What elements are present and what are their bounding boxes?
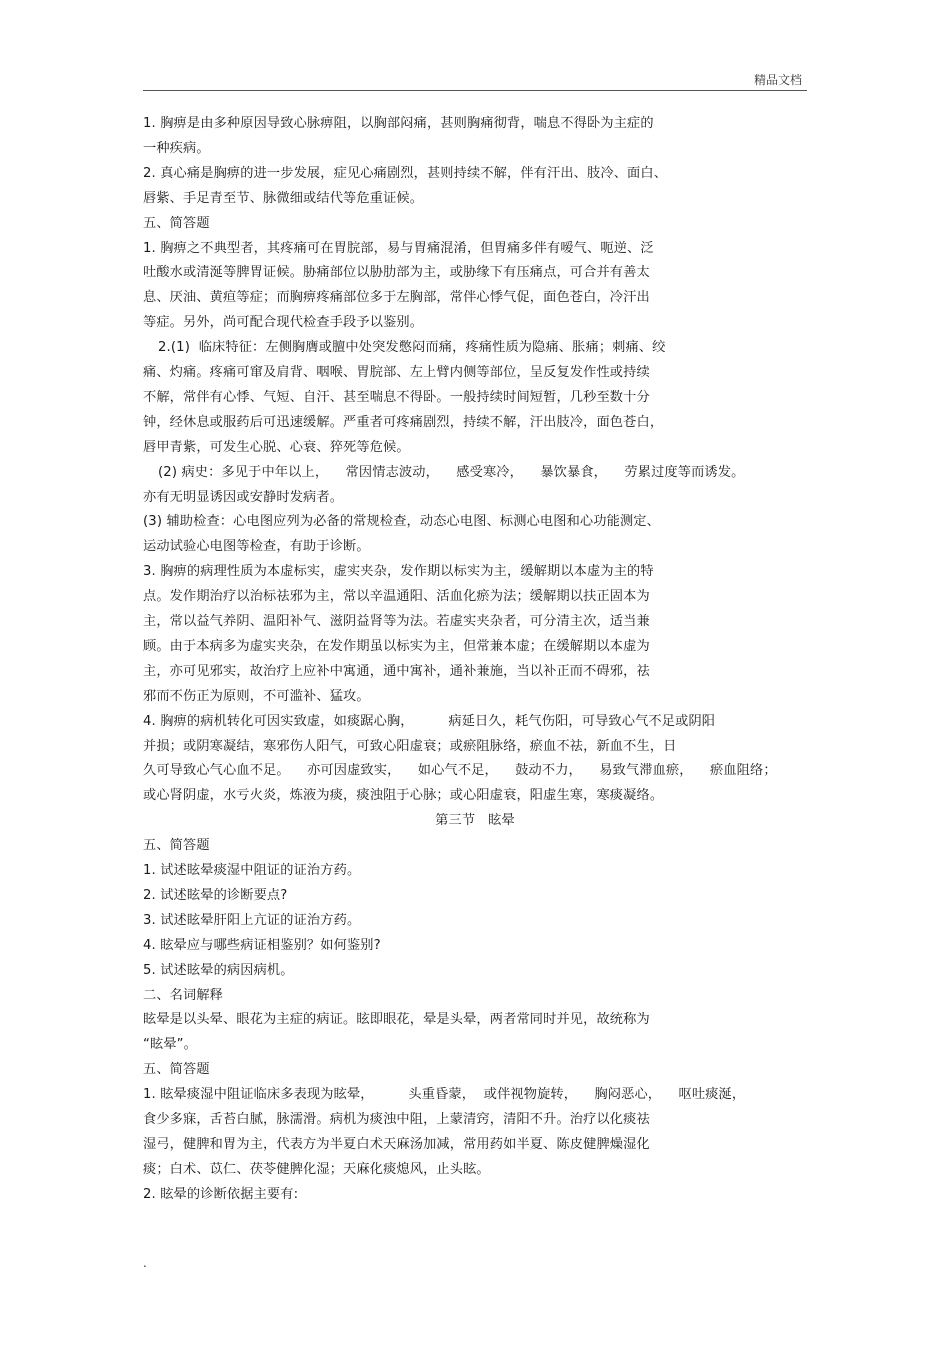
text-line: 主，亦可见邪实，故治疗上应补中寓通，通中寓补，通补兼施，当以补正而不碍邪，祛 [143,663,650,679]
text-line: 唇甲青紫，可发生心脱、心衰、猝死等危候。 [143,439,410,455]
text-line: 2. 真心痛是胸痹的进一步发展，症见心痛剧烈，甚则持续不解，伴有汗出、肢冷、面白、 [143,165,668,181]
text-line: 3. 胸痹的病理性质为本虚标实，虚实夹杂，发作期以标实为主，缓解期以本虚为主的特 [143,564,654,580]
text-line: 湿弓，健脾和胃为主，代表方为半夏白术天麻汤加减，常用药如半夏、陈皮健脾燥湿化 [143,1136,650,1152]
text-line: (2) 病史：多见于中年以上， 常因情志波动， 感受寒冷， 暴饮暴食， 劳累过度等而诱发。 [158,464,745,480]
text-line: 1. 胸痹之不典型者，其疼痛可在胃脘部，易与胃痛混淆，但胃痛多伴有嗳气、呃逆、泛 [143,240,654,256]
text-line: 眩晕是以头晕、眼花为主症的病证。眩即眼花，晕是头晕，两者常同时并见，故统称为 [143,1012,650,1028]
text-line: 钟，经休息或服药后可迅速缓解。严重者可疼痛剧烈，持续不解，汗出肢冷，面色苍白， [143,414,664,430]
text-line: 运动试验心电图等检查，有助于诊断。 [143,539,370,555]
text-line: 痰；白术、苡仁、茯苓健脾化湿；天麻化痰熄风，止头眩。 [143,1161,490,1177]
section-title: 第三节 眩晕 [435,813,515,829]
text-line: 不解，常伴有心悸、气短、自汗、甚至喘息不得卧。一般持续时间短暂，几秒至数十分 [143,389,650,405]
text-line: 4. 胸痹的病机转化可因实致虚，如痰踞心胸， 病延日久，耗气伤阳，可导致心气不足或阴阳 [143,713,716,729]
text-line: 顾。由于本病多为虚实夹杂，在发作期虽以标实为主，但常兼本虚；在缓解期以本虚为 [143,638,650,654]
footer-mark: . [143,1256,147,1270]
text-line: “眩晕”。 [143,1037,197,1053]
text-line: 食少多寐，舌苔白腻，脉濡滑。病机为痰浊中阻，上蒙清窍，清阳不升。治疗以化痰祛 [143,1112,650,1127]
text-line: 点。发作期治疗以治标祛邪为主，常以辛温通阳、活血化瘀为法；缓解期以扶正固本为 [143,589,650,605]
text-line: 亦有无明显诱因或安静时发病者。 [143,489,344,505]
text-line: 2.(1) 临床特征：左侧胸膺或膻中处突发憋闷而痛，疼痛性质为隐痛、胀痛；刺痛、绞 [158,340,666,356]
text-line: 或心肾阴虚，水亏火炎，炼液为痰，痰浊阻于心脉；或心阳虚衰，阳虚生寒，寒痰凝络。 [143,788,664,804]
text-line: 五、简答题 [143,838,210,854]
text-line: 痛、灼痛。疼痛可窜及肩背、咽喉、胃脘部、左上臂内侧等部位，呈反复发作性或持续 [143,365,650,380]
page-header-label: 精品文档 [753,73,802,87]
text-line: 久可导致心气心血不足。 亦可因虚致实， 如心气不足， 鼓动不力， 易致气滞血瘀， 瘀血阻络； [143,763,777,779]
text-line: 1. 胸痹是由多种原因导致心脉痹阻，以胸部闷痛，甚则胸痛彻背，喘息不得卧为主症的 [143,116,654,131]
text-line: 1. 试述眩晕痰湿中阻证的证治方药。 [143,863,361,878]
text-line: 二、名词解释 [143,987,224,1003]
text-line: 3. 试述眩晕肝阳上亢证的证治方药。 [143,912,361,928]
text-line: 4. 眩晕应与哪些病证相鉴别？如何鉴别? [143,937,381,953]
text-line: 唇紫、手足青至节、脉微细或结代等危重证候。 [143,190,424,206]
text-line: 吐酸水或清涎等脾胃证候。胁痛部位以胁肋部为主，或胁缘下有压痛点，可合并有善太 [143,265,650,281]
text-line: 一种疾病。 [143,140,210,156]
text-line: 5. 试述眩晕的病因病机。 [143,962,294,978]
text-line: 五、简答题 [143,215,210,231]
header-divider [143,90,807,91]
text-line: 并损；或阴寒凝结，寒邪伤人阳气，可致心阳虚衰；或瘀阻脉络，瘀血不祛，新血不生，日 [143,738,677,754]
text-line: 2. 试述眩晕的诊断要点? [143,887,288,903]
text-line: 等症。另外，尚可配合现代检查手段予以鉴别。 [143,315,424,331]
text-line: (3) 辅助检查：心电图应列为必备的常规检查，动态心电图、标测心电图和心功能测定、 [143,514,660,530]
text-line: 五、简答题 [143,1062,210,1078]
text-line: 主，常以益气养阴、温阳补气、滋阴益肾等为法。若虚实夹杂者，可分清主次，适当兼 [143,614,650,629]
text-line: 邪而不伤正为原则，不可滥补、猛攻。 [143,688,370,704]
text-line: 2. 眩晕的诊断依据主要有: [143,1186,299,1202]
text-line: 1. 眩晕痰湿中阻证临床多表现为眩晕， 头重昏蒙， 或伴视物旋转， 胸闷恶心， 呕吐痰涎， [143,1087,746,1103]
text-line: 息、厌油、黄疸等症；而胸痹疼痛部位多于左胸部，常伴心悸气促，面色苍白，冷汗出 [143,290,650,306]
